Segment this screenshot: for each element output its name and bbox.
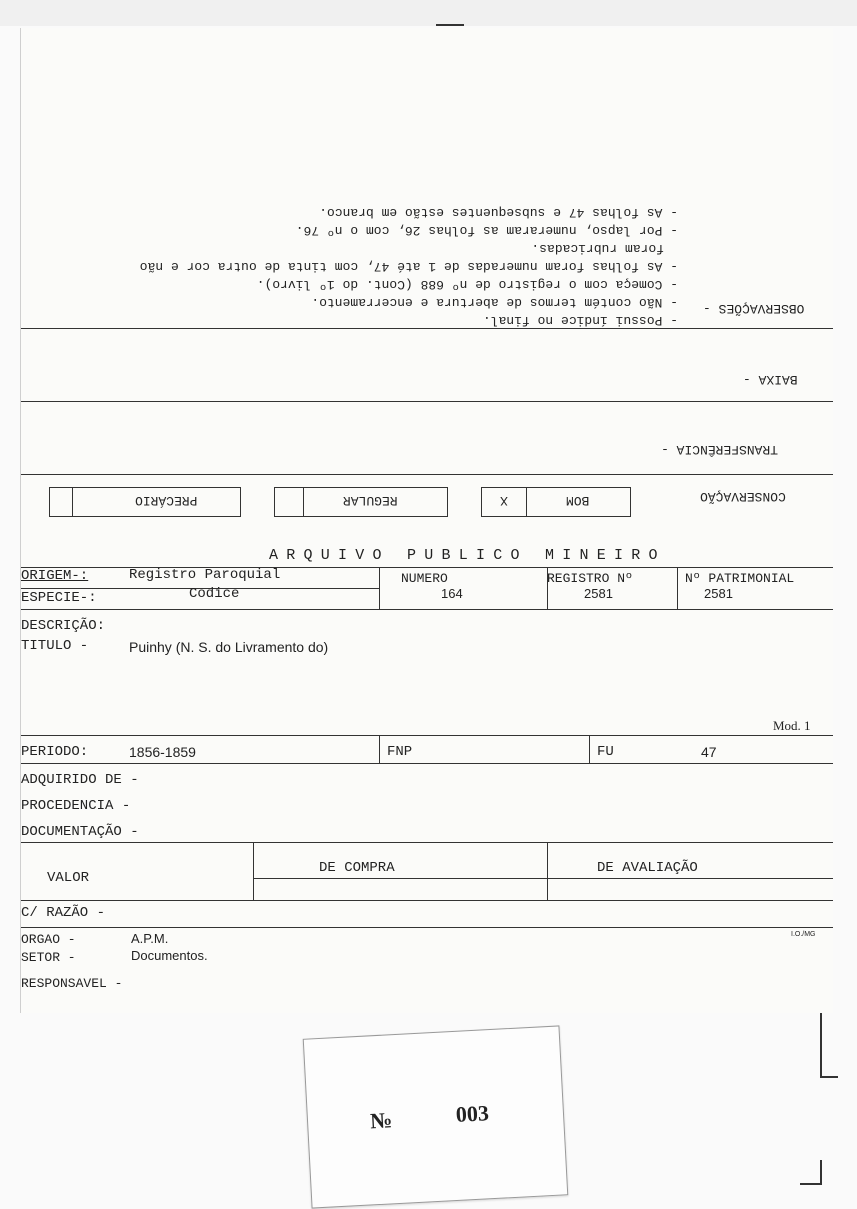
numero-value: 164	[441, 586, 463, 601]
index-card	[20, 28, 833, 1013]
periodo-label: PERIODO:	[21, 744, 89, 760]
observacoes-line: - Por lapso, numeraram as folhas 26, com o nº 76.	[295, 223, 678, 238]
documentacao-label: DOCUMENTAÇÃO -	[21, 824, 139, 840]
conservacao-bom-mark: X	[500, 493, 508, 508]
observacoes-line: - As folhas foram numeradas de 1 até 47, com tinta de outra cor e não	[139, 259, 678, 274]
divider	[21, 842, 833, 843]
number-value: 003	[455, 1100, 490, 1127]
divider	[21, 900, 833, 901]
de-compra-label: DE COMPRA	[319, 860, 395, 876]
divider	[21, 401, 833, 402]
column-separator	[379, 735, 380, 763]
patrimonial-value: 2581	[704, 586, 733, 601]
column-separator	[379, 567, 380, 609]
origem-value: Registro Paroquial	[129, 567, 281, 583]
valor-label: VALOR	[47, 870, 90, 886]
observacoes-line: - Começa com o registro de nº 688 (Cont. do 1º livro).	[256, 277, 678, 292]
form-code: I.O./MG	[791, 931, 816, 938]
box-separator	[72, 488, 73, 516]
column-separator	[589, 735, 590, 763]
number-stamp	[303, 1025, 569, 1208]
divider	[21, 328, 833, 329]
conservacao-regular-label: REGULAR	[343, 493, 398, 508]
fu-label: FU	[597, 744, 614, 760]
orgao-value: A.P.M.	[131, 931, 169, 946]
conservacao-regular-box	[274, 487, 448, 517]
baixa-label: BAIXA -	[743, 372, 798, 387]
divider	[21, 474, 833, 475]
conservacao-bom-box	[481, 487, 631, 517]
column-separator	[547, 842, 548, 900]
conservacao-label: CONSERVAÇÃO	[700, 489, 786, 504]
conservacao-bom-label: BOM	[566, 493, 590, 508]
setor-label: SETOR -	[21, 950, 76, 965]
column-separator	[253, 842, 254, 900]
column-separator	[677, 567, 678, 609]
conservacao-precario-label: PRECÁRIO	[135, 493, 198, 508]
setor-value: Documentos.	[131, 948, 208, 963]
de-avaliacao-label: DE AVALIAÇÃO	[597, 860, 698, 876]
periodo-value: 1856-1859	[129, 744, 196, 760]
observacoes-line: - As folhas 47 e subsequentes estão em branco.	[319, 205, 678, 220]
divider	[21, 763, 833, 764]
razao-label: C/ RAZÃO -	[21, 905, 106, 921]
titulo-label: TITULO -	[21, 638, 89, 654]
responsavel-label: RESPONSAVEL -	[21, 976, 123, 991]
especie-value: Codice	[189, 586, 240, 602]
observacoes-line: - Não contém termos de abertura e encerramento.	[311, 295, 678, 310]
origem-label: ORIGEM-:	[21, 568, 89, 584]
divider	[21, 609, 833, 610]
observacoes-line: - Possui índice no final.	[482, 313, 678, 328]
fnp-label: FNP	[387, 744, 413, 760]
observacoes-label: OBSERVAÇÕES -	[703, 301, 805, 316]
box-separator	[303, 488, 304, 516]
adquirido-label: ADQUIRIDO DE -	[21, 772, 139, 788]
divider	[21, 735, 833, 736]
fu-value: 47	[701, 744, 717, 760]
model-number: Mod. 1	[773, 718, 811, 733]
especie-label: ESPECIE-:	[21, 590, 97, 606]
titulo-value: Puinhy (N. S. do Livramento do)	[129, 639, 329, 655]
divider	[253, 878, 833, 879]
patrimonial-label: Nº PATRIMONIAL	[685, 571, 795, 586]
observacoes-block	[33, 188, 678, 328]
registro-value: 2581	[584, 586, 613, 601]
scan-bottom-mark	[820, 1160, 822, 1184]
transferencia-label: TRANSFERÊNCIA -	[661, 442, 779, 457]
conservacao-precario-box	[49, 487, 241, 517]
institution-title: ARQUIVO PUBLICO MINEIRO	[269, 547, 666, 564]
numero-label: NUMERO	[401, 571, 448, 586]
descricao-label: DESCRIÇÃO:	[21, 618, 106, 634]
scan-right-mark-foot	[820, 1076, 838, 1078]
registro-label: REGISTRO Nº	[547, 571, 633, 586]
scan-corner-mark	[436, 24, 464, 26]
divider	[21, 927, 833, 928]
box-separator	[526, 488, 527, 516]
orgao-label: ORGAO -	[21, 932, 76, 947]
observacoes-line: foram rubricadas.	[531, 241, 664, 256]
scan-top-edge	[0, 0, 857, 26]
procedencia-label: PROCEDENCIA -	[21, 798, 131, 814]
scan-bottom-mark-foot	[800, 1183, 822, 1185]
number-symbol: №	[369, 1107, 393, 1134]
